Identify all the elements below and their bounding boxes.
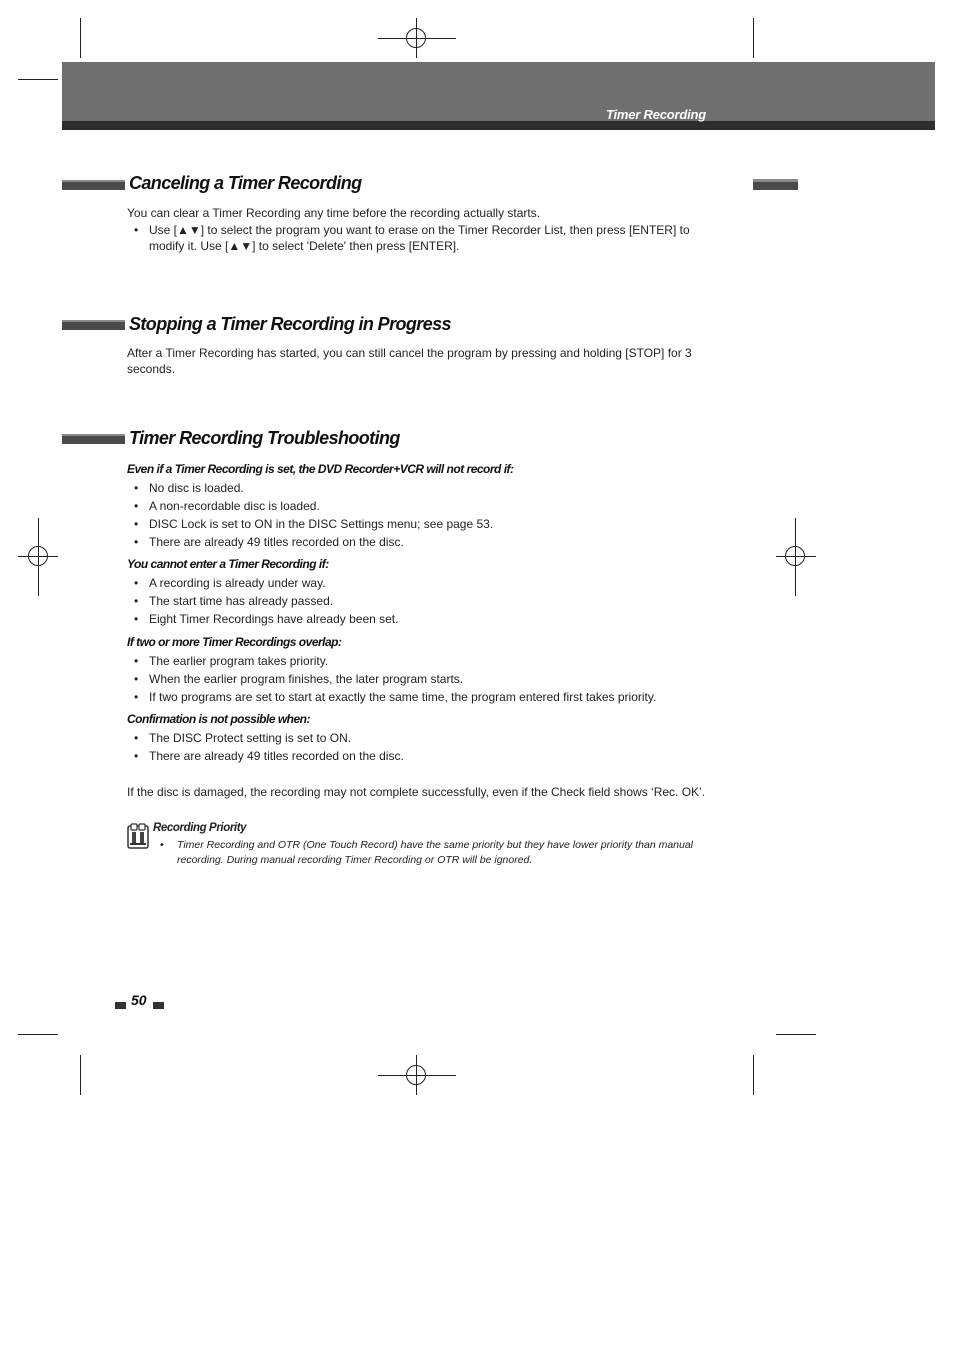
list-item: • Use [▲▼] to select the program you want to erase on the Timer Recorder List, then press [ENTER] to modify it. Use [▲▼] to select 'Delete' then press [ENTER]. bbox=[127, 223, 707, 254]
header-band bbox=[62, 62, 935, 122]
bullet-list bbox=[127, 729, 707, 765]
header-title: Timer Recording bbox=[605, 107, 706, 122]
section-marker bbox=[62, 434, 125, 444]
list-item: • No disc is loaded. bbox=[127, 479, 707, 497]
section-title-troubleshooting: Timer Recording Troubleshooting bbox=[129, 428, 400, 448]
section-marker bbox=[62, 320, 125, 330]
list-item: • When the earlier program finishes, the later program starts. bbox=[127, 670, 707, 688]
section-marker-right bbox=[753, 179, 798, 190]
page-number-marker bbox=[115, 1002, 126, 1009]
bullet-list bbox=[127, 479, 707, 551]
section-marker bbox=[62, 180, 125, 190]
subheading: Confirmation is not possible when: bbox=[127, 712, 311, 726]
closing-paragraph: If the disc is damaged, the recording may not complete successfully, even if the Check field shows ‘Rec. OK’. bbox=[127, 785, 706, 799]
note-list bbox=[153, 838, 693, 868]
list-item: • There are already 49 titles recorded on the disc. bbox=[127, 747, 707, 765]
list-item: • If two programs are set to start at exactly the same time, the program entered first takes priority. bbox=[127, 688, 707, 706]
bullet-list bbox=[127, 574, 707, 628]
subheading: Even if a Timer Recording is set, the DVD Recorder+VCR will not record if: bbox=[127, 462, 514, 476]
list-item: • There are already 49 titles recorded on the disc. bbox=[127, 533, 707, 551]
list-item: • A non-recordable disc is loaded. bbox=[127, 497, 707, 515]
subheading: You cannot enter a Timer Recording if: bbox=[127, 557, 329, 571]
header-strip bbox=[62, 121, 935, 130]
section-title-stopping: Stopping a Timer Recording in Progress bbox=[129, 314, 451, 334]
bullet-list bbox=[127, 223, 707, 254]
list-item: • The DISC Protect setting is set to ON. bbox=[127, 729, 707, 747]
list-item: • DISC Lock is set to ON in the DISC Settings menu; see page 53. bbox=[127, 515, 707, 533]
bullet-list bbox=[127, 652, 707, 706]
list-item: • Eight Timer Recordings have already been set. bbox=[127, 610, 707, 628]
list-item: • The start time has already passed. bbox=[127, 592, 707, 610]
page-number: 50 bbox=[131, 992, 147, 1008]
subheading: If two or more Timer Recordings overlap: bbox=[127, 635, 342, 649]
list-item: • A recording is already under way. bbox=[127, 574, 707, 592]
list-item: • The earlier program takes priority. bbox=[127, 652, 707, 670]
note-icon bbox=[127, 823, 149, 849]
section-title-canceling: Canceling a Timer Recording bbox=[129, 173, 362, 193]
note-title: Recording Priority bbox=[153, 822, 247, 834]
section-intro: You can clear a Timer Recording any time before the recording actually starts. bbox=[127, 206, 541, 220]
section-intro: After a Timer Recording has started, you can still cancel the program by pressing and holding [STOP] for 3 seconds. bbox=[127, 346, 692, 376]
list-item: • Timer Recording and OTR (One Touch Record) have the same priority but they have lower priority than manual recording. During manual recording Timer Recording or OTR will be ignored. bbox=[153, 838, 693, 868]
page-number-marker bbox=[153, 1002, 164, 1009]
